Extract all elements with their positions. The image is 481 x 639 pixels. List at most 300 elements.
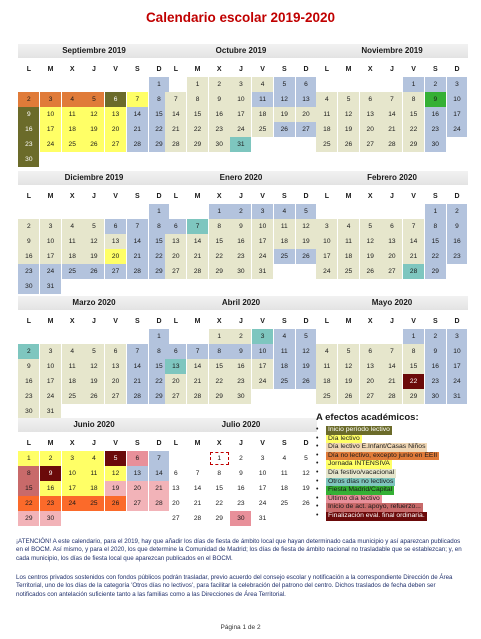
- day-cell: 28: [381, 137, 402, 151]
- day-cell: 20: [165, 374, 186, 388]
- day-cell: 2: [447, 204, 468, 218]
- day-cell: 17: [230, 107, 251, 121]
- day-cell: 7: [187, 344, 208, 358]
- day-cell: 27: [360, 137, 381, 151]
- weekday-label: J: [91, 440, 96, 447]
- day-cell: 26: [302, 500, 310, 507]
- empty-cell: [18, 204, 39, 218]
- day-cell: 25: [62, 389, 83, 403]
- day-cell: 24: [62, 496, 83, 510]
- bullet-icon: •: [316, 477, 319, 485]
- weekday-label: S: [432, 318, 438, 325]
- month-title: Enero 2020: [165, 171, 317, 185]
- month-calendar: [165, 44, 317, 152]
- empty-cell: [127, 77, 148, 91]
- day-cell: 30: [18, 404, 39, 418]
- empty-cell: [187, 451, 208, 465]
- day-cell: 30: [230, 264, 251, 278]
- day-cell: 17: [40, 122, 61, 136]
- day-cell: 22: [149, 374, 170, 388]
- day-cell: 2: [425, 77, 446, 91]
- day-cell: 4: [83, 451, 104, 465]
- day-cell: 15: [425, 234, 446, 248]
- day-cell: 11: [338, 234, 359, 248]
- day-cell: 30: [40, 511, 61, 525]
- day-cell: 25: [316, 389, 337, 403]
- legend-item: [316, 460, 478, 469]
- day-cell: 30: [230, 389, 251, 403]
- day-cell: 23: [40, 496, 61, 510]
- day-cell: 24: [252, 374, 273, 388]
- empty-cell: [127, 329, 148, 343]
- day-cell: 2: [209, 77, 230, 91]
- day-cell: 14: [149, 466, 170, 480]
- day-cell: 4: [282, 455, 287, 462]
- page-title: Calendario escolar 2019-2020: [145, 10, 336, 25]
- day-cell: 15: [187, 107, 208, 121]
- day-cell: 26: [83, 137, 104, 151]
- day-cell: 11: [62, 359, 83, 373]
- empty-cell: [316, 329, 337, 343]
- empty-cell: [40, 77, 61, 91]
- day-cell: 31: [252, 264, 273, 278]
- day-cell: 28: [187, 389, 208, 403]
- day-cell: 12: [83, 359, 104, 373]
- day-cell: 31: [258, 515, 267, 522]
- bullet-icon: •: [316, 503, 319, 511]
- day-cell: 25: [252, 122, 273, 136]
- day-cell: 27: [105, 137, 126, 151]
- day-cell: 24: [316, 264, 337, 278]
- day-cell: 2: [40, 451, 61, 465]
- page-footer: Página 1 de 2: [220, 624, 261, 631]
- day-cell: 21: [381, 374, 402, 388]
- day-cell: 3: [40, 344, 61, 358]
- empty-cell: [316, 204, 337, 218]
- weekday-label: V: [113, 440, 118, 447]
- day-cell: 16: [40, 481, 61, 495]
- month-title: Septiembre 2019: [18, 44, 170, 58]
- day-cell: 14: [381, 359, 402, 373]
- day-cell: 21: [127, 249, 148, 263]
- empty-cell: [360, 77, 381, 91]
- month-calendar: [18, 418, 170, 526]
- day-cell: 14: [165, 107, 186, 121]
- weekday-label: L: [324, 66, 329, 73]
- day-cell: 26: [105, 496, 126, 510]
- day-cell: 2: [18, 219, 39, 233]
- empty-cell: [105, 77, 126, 91]
- weekday-label: L: [324, 318, 329, 325]
- bullet-icon: •: [316, 426, 319, 433]
- bullet-icon: •: [316, 468, 319, 476]
- day-cell: 22: [425, 249, 446, 263]
- weekday-label: D: [303, 440, 309, 447]
- weekday-label: M: [345, 318, 352, 325]
- day-cell: 19: [105, 481, 126, 495]
- day-cell: 8: [18, 466, 39, 480]
- day-cell: 20: [360, 374, 381, 388]
- day-cell: 23: [209, 122, 230, 136]
- day-cell: 3: [260, 455, 265, 462]
- weekday-label: J: [238, 440, 243, 447]
- month-calendar: [165, 296, 317, 404]
- day-cell: 18: [338, 249, 359, 263]
- day-cell: 16: [230, 359, 251, 373]
- day-cell: 14: [127, 107, 148, 121]
- bullet-icon: •: [316, 511, 319, 519]
- month-days-grid: [18, 436, 170, 526]
- day-cell: 18: [316, 122, 337, 136]
- day-cell: 8: [149, 219, 170, 233]
- legend-item: [316, 512, 478, 521]
- day-cell: 5: [360, 219, 381, 233]
- day-cell: 17: [252, 234, 273, 248]
- day-cell: 29: [425, 264, 446, 278]
- legend-label: Inicio de act. apoyo, refuerzo...: [328, 503, 421, 511]
- empty-cell: [83, 329, 104, 343]
- empty-cell: [338, 329, 359, 343]
- day-cell: 20: [105, 249, 126, 263]
- weekday-label: X: [69, 193, 75, 200]
- day-cell: 24: [447, 374, 468, 388]
- weekday-label: D: [454, 318, 460, 325]
- day-cell: 8: [217, 470, 222, 477]
- day-cell: 10: [252, 219, 273, 233]
- month-calendar: [165, 171, 317, 279]
- day-cell: 9: [230, 219, 251, 233]
- weekday-label: D: [156, 66, 162, 73]
- empty-cell: [127, 204, 148, 218]
- day-cell: 13: [360, 107, 381, 121]
- weekday-label: L: [173, 318, 178, 325]
- day-cell: 24: [230, 122, 251, 136]
- day-cell: 26: [274, 122, 295, 136]
- day-cell: 2: [230, 329, 251, 343]
- private-centers-note: Los centros privados sostenidos con fondos públicos podrán trasladar, previo acuerdo del consejo escolar y notificación a la correspondiente Dirección de Área Territorial, uno de los días de la categoría 'Otros días no lectivos', para facilitar la celebración del patrono del centro. Dichos traslados de fecha deben ser notificados con antelación suficiente tanto a las familias como a las Direcciones de Área Territorial.: [16, 574, 453, 598]
- day-cell: 3: [40, 92, 61, 106]
- day-cell: 4: [62, 344, 83, 358]
- day-cell: 28: [193, 515, 202, 522]
- day-cell: 2: [18, 92, 39, 106]
- day-cell: 28: [187, 264, 208, 278]
- weekday-label: M: [47, 66, 54, 73]
- month-days-grid: [18, 62, 170, 167]
- day-cell: 27: [165, 264, 186, 278]
- day-cell: 27: [360, 389, 381, 403]
- month-title: Junio 2020: [18, 418, 170, 432]
- bullet-icon: •: [316, 494, 319, 502]
- day-cell: 26: [296, 374, 317, 388]
- day-cell: 13: [165, 234, 186, 248]
- weekday-label: L: [26, 66, 31, 73]
- day-cell: 25: [62, 137, 83, 151]
- day-cell: 8: [403, 344, 424, 358]
- empty-cell: [62, 204, 83, 218]
- weekday-label: M: [194, 66, 201, 73]
- day-cell: 31: [230, 137, 251, 151]
- day-cell: 18: [62, 249, 83, 263]
- day-cell: 8: [403, 92, 424, 106]
- day-cell: 15: [149, 107, 170, 121]
- weekday-label: X: [69, 440, 75, 447]
- day-cell: 5: [83, 92, 104, 106]
- day-cell: 3: [230, 77, 251, 91]
- day-cell: 28: [149, 496, 170, 510]
- weekday-label: L: [26, 318, 31, 325]
- day-cell: 15: [149, 359, 170, 373]
- legend-label: Día lectivo: [328, 434, 360, 442]
- legend-item: [316, 426, 478, 435]
- day-cell: 27: [296, 122, 317, 136]
- day-cell: 16: [237, 485, 245, 492]
- day-cell: 12: [338, 107, 359, 121]
- day-cell: 22: [209, 249, 230, 263]
- day-cell: 12: [360, 234, 381, 248]
- day-cell: 13: [296, 92, 317, 106]
- day-cell: 22: [149, 249, 170, 263]
- day-cell: 16: [18, 122, 39, 136]
- day-cell: 7: [127, 344, 148, 358]
- day-cell: 1: [403, 77, 424, 91]
- day-cell: 10: [40, 107, 61, 121]
- month-days-grid: [18, 189, 170, 294]
- day-cell: 7: [127, 219, 148, 233]
- day-cell: 20: [105, 374, 126, 388]
- day-cell: 9: [18, 359, 39, 373]
- day-cell: 25: [316, 137, 337, 151]
- day-cell: 19: [83, 249, 104, 263]
- bullet-icon: •: [316, 434, 319, 442]
- day-cell: 10: [252, 344, 273, 358]
- day-cell: 27: [165, 389, 186, 403]
- weekday-label: V: [113, 66, 118, 73]
- day-cell: 29: [149, 137, 170, 151]
- weekday-label: S: [281, 440, 287, 447]
- weekday-label: X: [216, 66, 222, 73]
- day-cell: 24: [40, 137, 61, 151]
- month-title: Julio 2020: [165, 418, 317, 432]
- day-cell: 14: [187, 234, 208, 248]
- day-cell: 15: [209, 359, 230, 373]
- legend-label: Día festivo/vacacional: [328, 468, 395, 476]
- day-cell: 21: [127, 122, 148, 136]
- day-cell: 29: [403, 137, 424, 151]
- day-cell: 24: [40, 389, 61, 403]
- month-days-grid: [165, 314, 317, 404]
- day-cell: 24: [447, 122, 468, 136]
- day-cell: 15: [215, 485, 223, 492]
- day-cell: 12: [338, 359, 359, 373]
- day-cell: 5: [296, 329, 317, 343]
- day-cell: 15: [403, 107, 424, 121]
- day-cell: 29: [209, 264, 230, 278]
- day-cell: 3: [447, 329, 468, 343]
- day-cell: 12: [105, 466, 126, 480]
- day-cell: 7: [127, 92, 148, 106]
- day-cell: 20: [381, 249, 402, 263]
- day-cell: 1: [209, 329, 230, 343]
- day-cell: 10: [40, 234, 61, 248]
- day-cell: 22: [187, 122, 208, 136]
- day-cell: 4: [316, 344, 337, 358]
- day-cell: 28: [127, 137, 148, 151]
- day-cell: 22: [215, 500, 223, 507]
- day-cell: 13: [360, 359, 381, 373]
- day-cell: 1: [209, 451, 230, 465]
- day-cell: 18: [274, 234, 295, 248]
- day-cell: 19: [338, 374, 359, 388]
- day-cell: 8: [149, 92, 170, 106]
- day-cell: 27: [105, 264, 126, 278]
- day-cell: 4: [274, 329, 295, 343]
- day-cell: 18: [316, 374, 337, 388]
- day-cell: 3: [252, 329, 273, 343]
- day-cell: 10: [447, 344, 468, 358]
- weekday-label: L: [173, 193, 178, 200]
- day-cell: 20: [172, 500, 180, 507]
- weekday-label: M: [194, 440, 201, 447]
- day-cell: 20: [105, 122, 126, 136]
- weekday-label: V: [260, 440, 265, 447]
- day-cell: 1: [149, 77, 170, 91]
- day-cell: 15: [403, 359, 424, 373]
- month-days-grid: [316, 189, 468, 279]
- day-cell: 27: [127, 496, 148, 510]
- day-cell: 8: [209, 219, 230, 233]
- weekday-label: X: [367, 193, 373, 200]
- day-cell: 11: [62, 234, 83, 248]
- day-cell: 20: [296, 107, 317, 121]
- weekday-label: J: [389, 318, 394, 325]
- legend-items: [316, 426, 478, 521]
- day-cell: 31: [40, 404, 61, 418]
- day-cell: 25: [338, 264, 359, 278]
- day-cell: 10: [316, 234, 337, 248]
- weekday-label: S: [432, 66, 438, 73]
- empty-cell: [105, 329, 126, 343]
- day-cell: 29: [403, 389, 424, 403]
- month-calendar: [165, 418, 317, 526]
- month-title: Octubre 2019: [165, 44, 317, 58]
- legend-label: Día lectivo E.Infant/Casas Niños: [328, 443, 426, 451]
- day-cell: 22: [149, 122, 170, 136]
- bullet-icon: •: [316, 443, 319, 451]
- empty-cell: [381, 204, 402, 218]
- day-cell: 29: [18, 511, 39, 525]
- day-cell: 21: [187, 374, 208, 388]
- day-cell: 14: [381, 107, 402, 121]
- month-days-grid: [165, 62, 317, 152]
- day-cell: 31: [447, 389, 468, 403]
- day-cell: 17: [447, 107, 468, 121]
- weekday-label: V: [260, 193, 265, 200]
- day-cell: 10: [230, 92, 251, 106]
- month-days-grid: [316, 314, 468, 404]
- day-cell: 30: [209, 137, 230, 151]
- weekday-label: S: [134, 440, 140, 447]
- weekday-label: M: [345, 193, 352, 200]
- weekday-label: M: [345, 66, 352, 73]
- day-cell: 1: [18, 451, 39, 465]
- weekday-label: D: [156, 440, 162, 447]
- day-cell: 4: [338, 219, 359, 233]
- day-cell: 11: [316, 107, 337, 121]
- month-title: Febrero 2020: [316, 171, 468, 185]
- weekday-label: V: [260, 66, 265, 73]
- weekday-label: L: [173, 66, 178, 73]
- bullet-icon: •: [316, 486, 319, 494]
- day-cell: 27: [381, 264, 402, 278]
- weekday-label: S: [134, 66, 140, 73]
- weekday-label: V: [113, 318, 118, 325]
- day-cell: 18: [252, 107, 273, 121]
- day-cell: 6: [105, 92, 126, 106]
- day-cell: 14: [403, 234, 424, 248]
- day-cell: 4: [62, 92, 83, 106]
- day-cell: 9: [447, 219, 468, 233]
- month-days-grid: [316, 62, 468, 152]
- weekday-label: X: [216, 193, 222, 200]
- weekday-label: M: [47, 193, 54, 200]
- legend-item: [316, 478, 478, 487]
- day-cell: 7: [403, 219, 424, 233]
- empty-cell: [360, 329, 381, 343]
- day-cell: 1: [187, 77, 208, 91]
- day-cell: 14: [193, 485, 202, 492]
- day-cell: 18: [62, 374, 83, 388]
- day-cell: 16: [18, 374, 39, 388]
- weekday-label: D: [454, 66, 460, 73]
- day-cell: 12: [296, 344, 317, 358]
- weekday-label: X: [367, 318, 373, 325]
- day-cell: 24: [252, 249, 273, 263]
- day-cell: 26: [360, 264, 381, 278]
- day-cell: 27: [172, 515, 180, 522]
- day-cell: 11: [280, 470, 288, 477]
- legend-label: Día no lectivo, excepto junio en EEII: [328, 451, 438, 459]
- day-cell: 19: [338, 122, 359, 136]
- day-cell: 19: [83, 122, 104, 136]
- month-calendar: [18, 171, 170, 290]
- day-cell: 11: [274, 344, 295, 358]
- day-cell: 14: [127, 359, 148, 373]
- day-cell: 2: [230, 204, 251, 218]
- day-cell: 3: [316, 219, 337, 233]
- month-days-grid: [18, 314, 170, 419]
- day-cell: 5: [105, 451, 126, 465]
- day-cell: 17: [252, 359, 273, 373]
- day-cell: 5: [304, 455, 308, 462]
- day-cell: 19: [83, 374, 104, 388]
- weekday-label: J: [238, 66, 243, 73]
- month-calendar: [18, 296, 170, 415]
- day-cell: 7: [381, 92, 402, 106]
- legend-title: A efectos académicos:: [316, 412, 419, 423]
- day-cell: 12: [296, 219, 317, 233]
- day-cell: 9: [40, 466, 61, 480]
- day-cell: 17: [40, 249, 61, 263]
- day-cell: 27: [105, 389, 126, 403]
- weekday-label: M: [194, 193, 201, 200]
- day-cell: 23: [447, 249, 468, 263]
- day-cell: 4: [316, 92, 337, 106]
- empty-cell: [18, 77, 39, 91]
- weekday-label: S: [432, 193, 438, 200]
- day-cell: 12: [274, 92, 295, 106]
- legend-item: [316, 452, 478, 461]
- weekday-label: D: [303, 66, 309, 73]
